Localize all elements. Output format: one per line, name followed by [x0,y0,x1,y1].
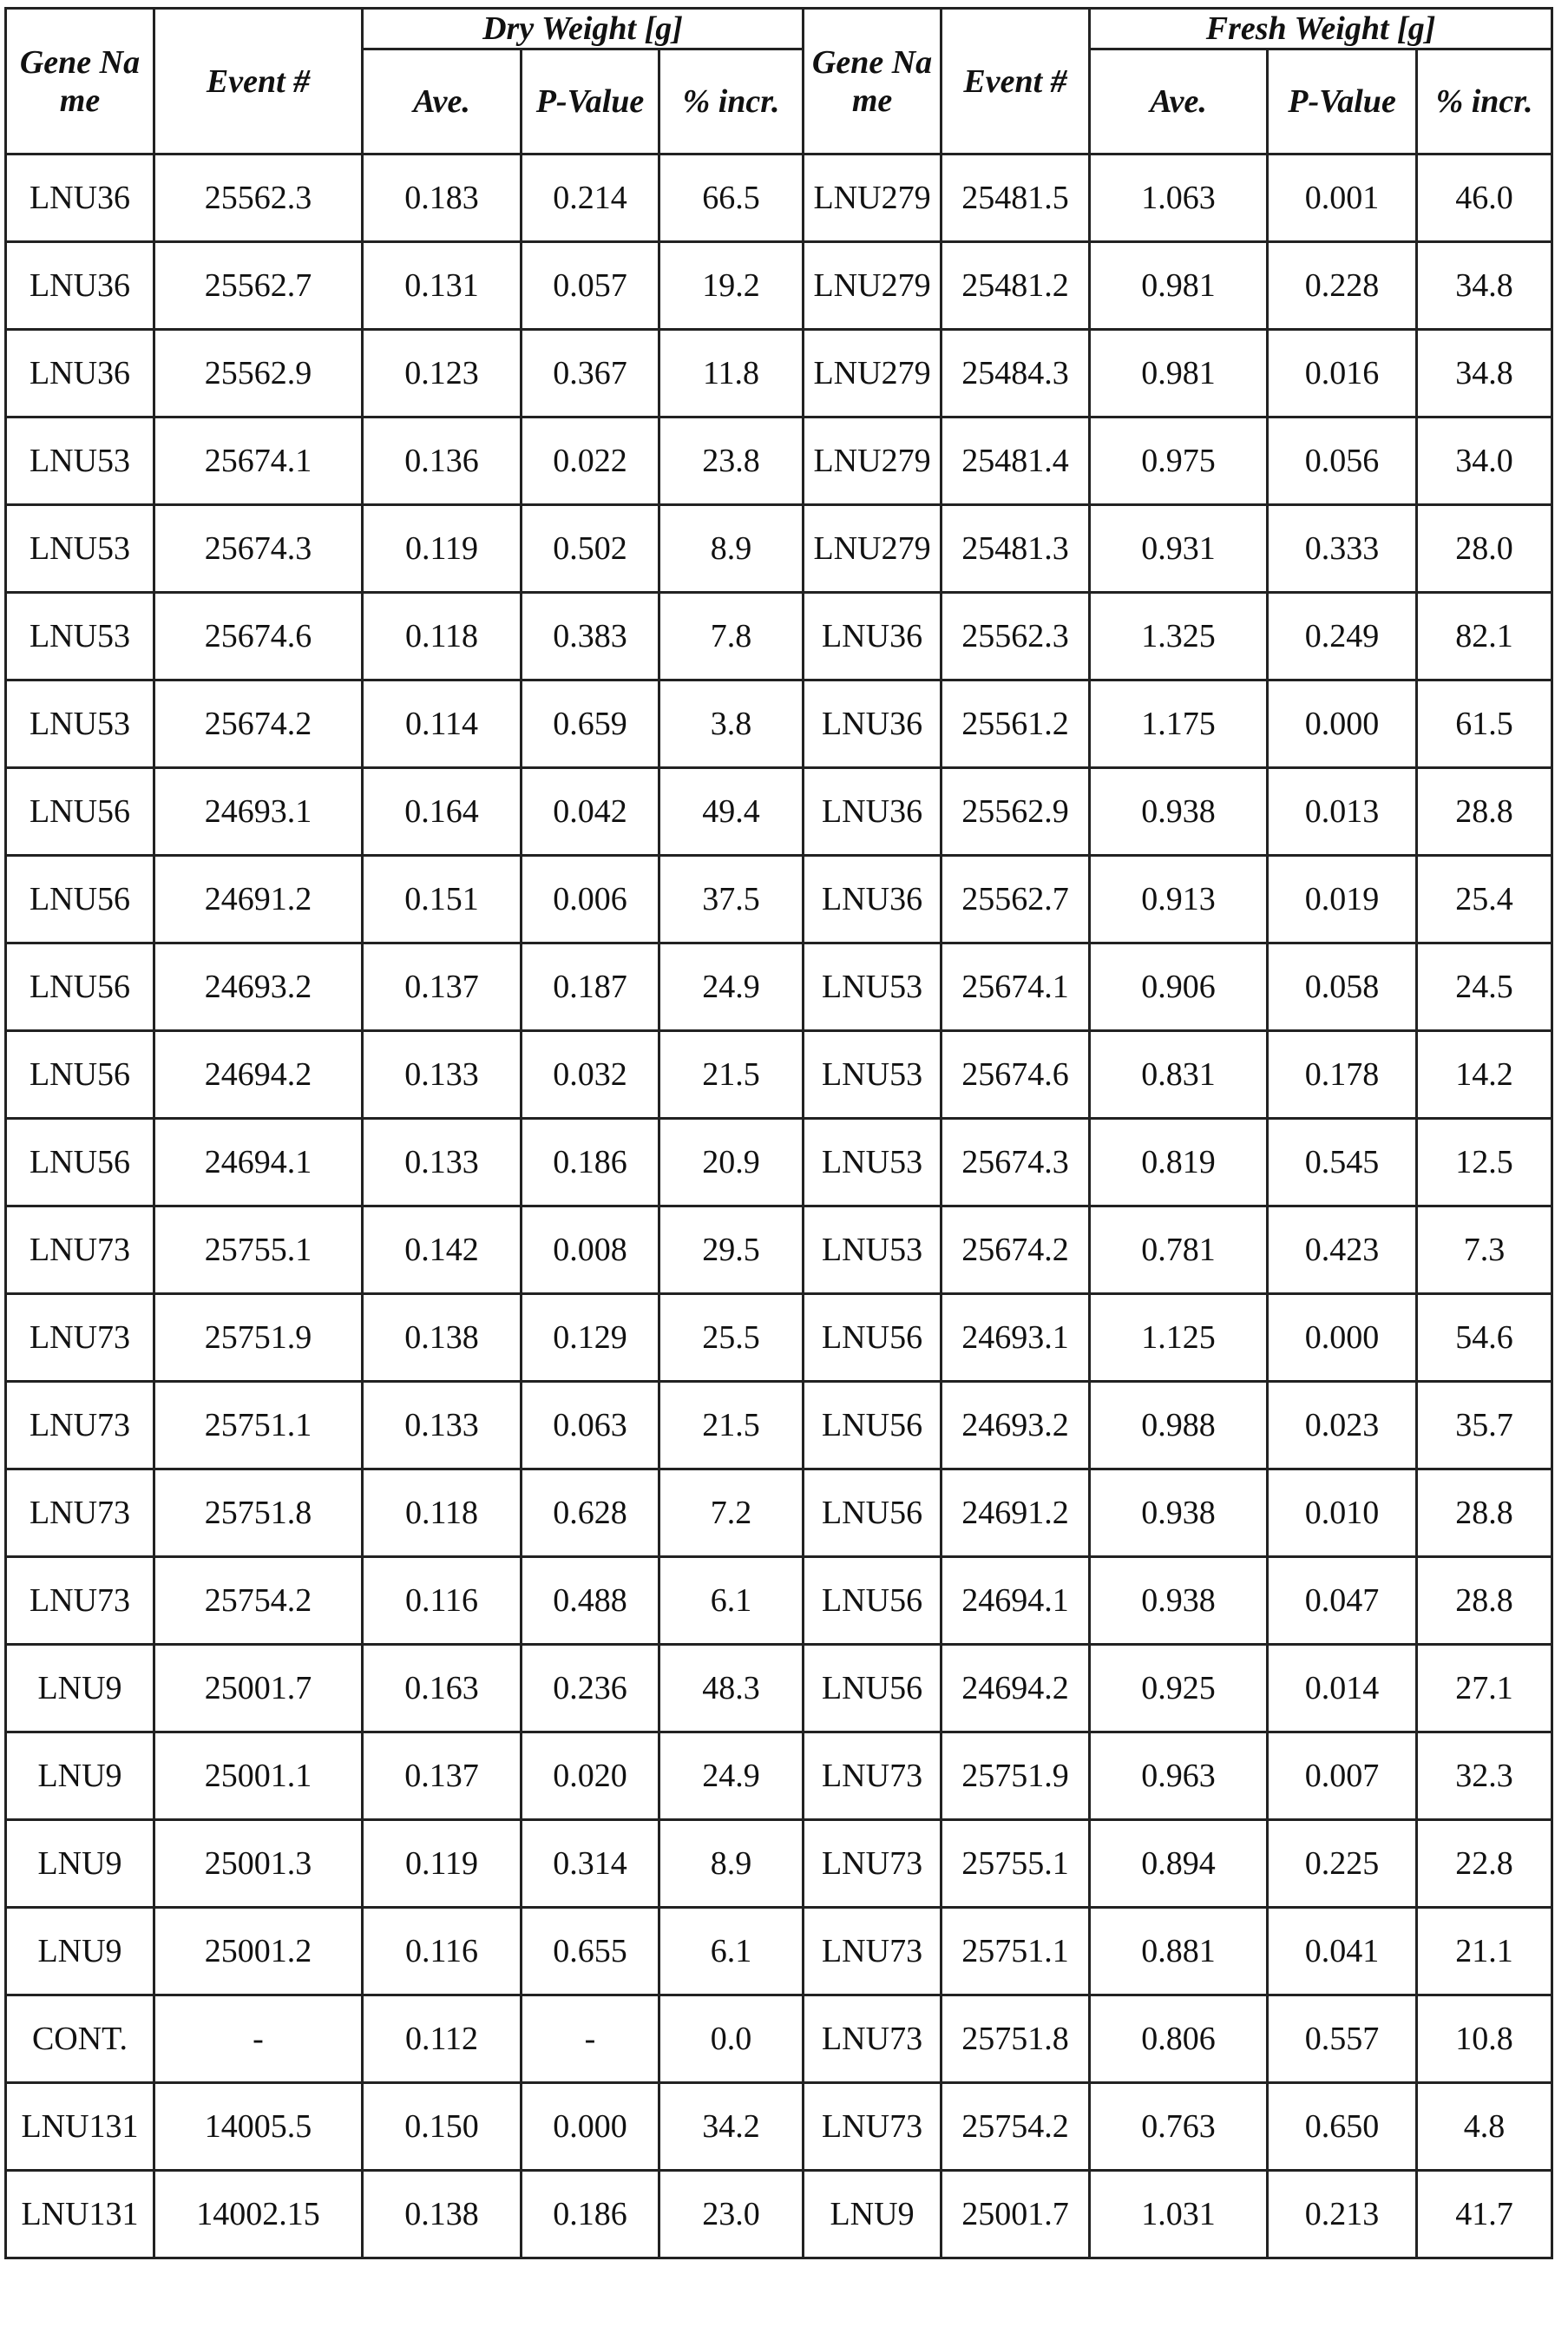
cell-fresh-ave: 0.988 [1090,1382,1268,1469]
table-row [6,2171,1552,2258]
cell-fresh-ave: 0.925 [1090,1645,1268,1732]
cell-dry-pct-incr: 11.8 [659,330,804,417]
cell-dry-p-value: 0.042 [522,768,659,856]
cell-gene-name-2: LNU279 [804,154,941,242]
cell-gene-name-2: LNU73 [804,1820,941,1908]
cell-gene-name-2: LNU36 [804,593,941,680]
cell-gene-name: LNU53 [6,505,154,593]
cell-fresh-ave: 0.906 [1090,943,1268,1031]
cell-event: 14005.5 [154,2083,363,2171]
cell-gene-name: LNU9 [6,1645,154,1732]
cell-fresh-p-value: 0.010 [1268,1469,1417,1557]
cell-gene-name-2: LNU53 [804,1206,941,1294]
cell-fresh-pct-incr: 34.0 [1417,417,1552,505]
cell-dry-ave: 0.151 [363,856,522,943]
cell-fresh-pct-incr: 46.0 [1417,154,1552,242]
cell-dry-pct-incr: 24.9 [659,943,804,1031]
cell-dry-ave: 0.123 [363,330,522,417]
cell-event: 25674.3 [154,505,363,593]
table-row [6,417,1552,505]
cell-fresh-ave: 1.063 [1090,154,1268,242]
cell-dry-ave: 0.133 [363,1119,522,1206]
table-row [6,768,1552,856]
cell-dry-pct-incr: 20.9 [659,1119,804,1206]
cell-fresh-ave: 0.831 [1090,1031,1268,1119]
cell-dry-pct-incr: 8.9 [659,1820,804,1908]
cell-event-2: 25561.2 [941,680,1090,768]
cell-fresh-pct-incr: 10.8 [1417,1995,1552,2083]
cell-dry-pct-incr: 37.5 [659,856,804,943]
table-row [6,593,1552,680]
cell-fresh-p-value: 0.016 [1268,330,1417,417]
cell-dry-ave: 0.119 [363,505,522,593]
cell-dry-ave: 0.136 [363,417,522,505]
cell-gene-name: LNU53 [6,680,154,768]
cell-fresh-p-value: 0.000 [1268,680,1417,768]
cell-event-2: 25751.1 [941,1908,1090,1995]
cell-gene-name: LNU9 [6,1908,154,1995]
cell-gene-name-2: LNU279 [804,330,941,417]
header-fresh-ave: Ave. [1090,49,1268,154]
header-fresh-weight: Fresh Weight [g] [1090,9,1552,49]
cell-event: 25001.2 [154,1908,363,1995]
cell-event: 24694.2 [154,1031,363,1119]
cell-dry-ave: 0.137 [363,943,522,1031]
table-row [6,856,1552,943]
cell-dry-p-value: - [522,1995,659,2083]
cell-fresh-p-value: 0.056 [1268,417,1417,505]
cell-dry-ave: 0.183 [363,154,522,242]
cell-fresh-p-value: 0.650 [1268,2083,1417,2171]
cell-fresh-pct-incr: 24.5 [1417,943,1552,1031]
cell-dry-pct-incr: 23.8 [659,417,804,505]
cell-dry-ave: 0.119 [363,1820,522,1908]
cell-event: 25562.3 [154,154,363,242]
cell-event-2: 25674.6 [941,1031,1090,1119]
cell-fresh-ave: 1.125 [1090,1294,1268,1382]
cell-gene-name: LNU56 [6,1031,154,1119]
cell-fresh-pct-incr: 28.8 [1417,1469,1552,1557]
cell-dry-p-value: 0.008 [522,1206,659,1294]
cell-event-2: 25481.2 [941,242,1090,330]
cell-dry-pct-incr: 21.5 [659,1382,804,1469]
header-dry-p-value: P-Value [522,49,659,154]
cell-gene-name: LNU53 [6,417,154,505]
cell-dry-ave: 0.131 [363,242,522,330]
cell-dry-p-value: 0.186 [522,1119,659,1206]
cell-fresh-pct-incr: 28.8 [1417,768,1552,856]
cell-fresh-ave: 0.819 [1090,1119,1268,1206]
cell-gene-name: LNU73 [6,1206,154,1294]
cell-gene-name: LNU36 [6,154,154,242]
cell-event: 25754.2 [154,1557,363,1645]
cell-dry-ave: 0.116 [363,1908,522,1995]
cell-gene-name: LNU56 [6,768,154,856]
cell-event-2: 25562.7 [941,856,1090,943]
cell-gene-name: LNU73 [6,1294,154,1382]
cell-dry-pct-incr: 25.5 [659,1294,804,1382]
cell-fresh-ave: 0.894 [1090,1820,1268,1908]
cell-fresh-pct-incr: 12.5 [1417,1119,1552,1206]
cell-dry-ave: 0.112 [363,1995,522,2083]
cell-dry-p-value: 0.022 [522,417,659,505]
cell-fresh-ave: 1.325 [1090,593,1268,680]
cell-gene-name: LNU36 [6,330,154,417]
cell-fresh-pct-incr: 34.8 [1417,242,1552,330]
cell-gene-name: LNU56 [6,1119,154,1206]
cell-dry-p-value: 0.655 [522,1908,659,1995]
cell-gene-name-2: LNU53 [804,943,941,1031]
cell-dry-ave: 0.116 [363,1557,522,1645]
cell-fresh-ave: 0.938 [1090,768,1268,856]
cell-dry-p-value: 0.032 [522,1031,659,1119]
header-fresh-p-value: P-Value [1268,49,1417,154]
cell-event-2: 25674.1 [941,943,1090,1031]
cell-dry-ave: 0.138 [363,1294,522,1382]
cell-dry-p-value: 0.020 [522,1732,659,1820]
cell-fresh-p-value: 0.001 [1268,154,1417,242]
cell-fresh-p-value: 0.014 [1268,1645,1417,1732]
cell-fresh-ave: 0.763 [1090,2083,1268,2171]
cell-dry-p-value: 0.187 [522,943,659,1031]
cell-gene-name: LNU56 [6,856,154,943]
cell-gene-name-2: LNU36 [804,856,941,943]
cell-gene-name: CONT. [6,1995,154,2083]
cell-fresh-p-value: 0.041 [1268,1908,1417,1995]
cell-fresh-p-value: 0.333 [1268,505,1417,593]
cell-event: 25674.6 [154,593,363,680]
cell-event-2: 25562.3 [941,593,1090,680]
table-row [6,1995,1552,2083]
cell-dry-p-value: 0.129 [522,1294,659,1382]
cell-fresh-ave: 0.931 [1090,505,1268,593]
cell-gene-name-2: LNU56 [804,1382,941,1469]
cell-fresh-ave: 0.913 [1090,856,1268,943]
cell-gene-name-2: LNU73 [804,1995,941,2083]
cell-event-2: 25481.3 [941,505,1090,593]
cell-dry-p-value: 0.186 [522,2171,659,2258]
cell-gene-name-2: LNU9 [804,2171,941,2258]
header-event: Event # [154,9,363,154]
header-fresh-pct-incr: % incr. [1417,49,1552,154]
cell-dry-ave: 0.133 [363,1031,522,1119]
weights-table [4,7,1553,2259]
header-gene-name: Gene Name [6,9,154,154]
cell-dry-pct-incr: 29.5 [659,1206,804,1294]
cell-gene-name-2: LNU73 [804,1732,941,1820]
cell-event: 25001.7 [154,1645,363,1732]
cell-event-2: 25755.1 [941,1820,1090,1908]
table-row [6,1382,1552,1469]
cell-dry-p-value: 0.063 [522,1382,659,1469]
cell-gene-name: LNU73 [6,1557,154,1645]
cell-dry-ave: 0.114 [363,680,522,768]
cell-gene-name: LNU73 [6,1382,154,1469]
cell-dry-p-value: 0.628 [522,1469,659,1557]
cell-fresh-pct-incr: 27.1 [1417,1645,1552,1732]
header-dry-ave: Ave. [363,49,522,154]
cell-dry-ave: 0.142 [363,1206,522,1294]
cell-event: - [154,1995,363,2083]
cell-event-2: 25481.4 [941,417,1090,505]
cell-gene-name: LNU9 [6,1820,154,1908]
cell-event-2: 25754.2 [941,2083,1090,2171]
cell-dry-p-value: 0.214 [522,154,659,242]
cell-dry-p-value: 0.383 [522,593,659,680]
table-row [6,1031,1552,1119]
header-gene-name-2: Gene Name [804,9,941,154]
cell-fresh-ave: 1.031 [1090,2171,1268,2258]
cell-dry-pct-incr: 49.4 [659,768,804,856]
cell-gene-name: LNU131 [6,2083,154,2171]
cell-fresh-ave: 0.981 [1090,242,1268,330]
cell-gene-name-2: LNU279 [804,242,941,330]
cell-dry-p-value: 0.659 [522,680,659,768]
cell-event-2: 25751.9 [941,1732,1090,1820]
cell-fresh-pct-incr: 4.8 [1417,2083,1552,2171]
cell-dry-pct-incr: 8.9 [659,505,804,593]
cell-fresh-ave: 0.938 [1090,1469,1268,1557]
cell-event-2: 25484.3 [941,330,1090,417]
cell-dry-ave: 0.133 [363,1382,522,1469]
cell-dry-ave: 0.137 [363,1732,522,1820]
cell-event: 25562.9 [154,330,363,417]
cell-gene-name: LNU131 [6,2171,154,2258]
cell-dry-ave: 0.138 [363,2171,522,2258]
cell-dry-pct-incr: 24.9 [659,1732,804,1820]
table-row [6,1732,1552,1820]
cell-fresh-pct-incr: 14.2 [1417,1031,1552,1119]
cell-fresh-p-value: 0.023 [1268,1382,1417,1469]
cell-fresh-ave: 1.175 [1090,680,1268,768]
cell-event-2: 25751.8 [941,1995,1090,2083]
cell-dry-ave: 0.118 [363,1469,522,1557]
cell-fresh-pct-incr: 32.3 [1417,1732,1552,1820]
cell-fresh-ave: 0.881 [1090,1908,1268,1995]
cell-fresh-pct-incr: 35.7 [1417,1382,1552,1469]
table-row [6,1469,1552,1557]
cell-fresh-pct-incr: 82.1 [1417,593,1552,680]
cell-event-2: 25674.2 [941,1206,1090,1294]
cell-event: 24694.1 [154,1119,363,1206]
cell-fresh-ave: 0.781 [1090,1206,1268,1294]
cell-dry-p-value: 0.236 [522,1645,659,1732]
cell-fresh-p-value: 0.225 [1268,1820,1417,1908]
cell-gene-name-2: LNU73 [804,2083,941,2171]
cell-dry-pct-incr: 19.2 [659,242,804,330]
table-row [6,1908,1552,1995]
cell-dry-ave: 0.150 [363,2083,522,2171]
table-row [6,1820,1552,1908]
cell-dry-pct-incr: 21.5 [659,1031,804,1119]
cell-gene-name-2: LNU53 [804,1031,941,1119]
table-row [6,1645,1552,1732]
cell-event-2: 24693.2 [941,1382,1090,1469]
cell-fresh-pct-incr: 34.8 [1417,330,1552,417]
cell-fresh-p-value: 0.047 [1268,1557,1417,1645]
cell-gene-name-2: LNU279 [804,505,941,593]
cell-fresh-p-value: 0.013 [1268,768,1417,856]
cell-event: 25674.2 [154,680,363,768]
cell-dry-pct-incr: 6.1 [659,1557,804,1645]
cell-fresh-pct-incr: 41.7 [1417,2171,1552,2258]
cell-dry-pct-incr: 0.0 [659,1995,804,2083]
cell-dry-p-value: 0.057 [522,242,659,330]
cell-fresh-p-value: 0.545 [1268,1119,1417,1206]
cell-event-2: 25562.9 [941,768,1090,856]
cell-fresh-ave: 0.938 [1090,1557,1268,1645]
cell-gene-name-2: LNU36 [804,680,941,768]
cell-gene-name: LNU56 [6,943,154,1031]
cell-fresh-p-value: 0.228 [1268,242,1417,330]
cell-fresh-p-value: 0.557 [1268,1995,1417,2083]
table-row [6,154,1552,242]
cell-fresh-ave: 0.975 [1090,417,1268,505]
cell-fresh-p-value: 0.178 [1268,1031,1417,1119]
cell-event: 24693.1 [154,768,363,856]
table-row [6,680,1552,768]
cell-event: 25755.1 [154,1206,363,1294]
cell-event-2: 25481.5 [941,154,1090,242]
cell-dry-pct-incr: 34.2 [659,2083,804,2171]
cell-dry-p-value: 0.367 [522,330,659,417]
table-row [6,943,1552,1031]
cell-dry-pct-incr: 23.0 [659,2171,804,2258]
cell-gene-name-2: LNU279 [804,417,941,505]
table-row [6,1119,1552,1206]
cell-dry-p-value: 0.502 [522,505,659,593]
cell-gene-name-2: LNU56 [804,1557,941,1645]
cell-gene-name: LNU9 [6,1732,154,1820]
cell-gene-name-2: LNU56 [804,1645,941,1732]
cell-event: 25751.9 [154,1294,363,1382]
cell-event: 25001.3 [154,1820,363,1908]
cell-dry-ave: 0.118 [363,593,522,680]
cell-event: 25001.1 [154,1732,363,1820]
table-row [6,1557,1552,1645]
cell-fresh-p-value: 0.000 [1268,1294,1417,1382]
cell-event-2: 24694.1 [941,1557,1090,1645]
cell-fresh-pct-incr: 61.5 [1417,680,1552,768]
cell-fresh-ave: 0.963 [1090,1732,1268,1820]
cell-gene-name: LNU73 [6,1469,154,1557]
cell-event: 25751.1 [154,1382,363,1469]
cell-event-2: 24693.1 [941,1294,1090,1382]
cell-fresh-p-value: 0.213 [1268,2171,1417,2258]
table-row [6,505,1552,593]
cell-fresh-ave: 0.806 [1090,1995,1268,2083]
cell-event: 14002.15 [154,2171,363,2258]
cell-fresh-pct-incr: 7.3 [1417,1206,1552,1294]
cell-event-2: 25001.7 [941,2171,1090,2258]
cell-dry-p-value: 0.006 [522,856,659,943]
cell-event: 25751.8 [154,1469,363,1557]
cell-dry-pct-incr: 48.3 [659,1645,804,1732]
header-event-2: Event # [941,9,1090,154]
cell-gene-name-2: LNU73 [804,1908,941,1995]
cell-event-2: 25674.3 [941,1119,1090,1206]
table-row [6,330,1552,417]
cell-gene-name-2: LNU53 [804,1119,941,1206]
cell-gene-name-2: LNU56 [804,1294,941,1382]
cell-fresh-pct-incr: 28.0 [1417,505,1552,593]
cell-event: 24691.2 [154,856,363,943]
cell-dry-ave: 0.164 [363,768,522,856]
cell-dry-ave: 0.163 [363,1645,522,1732]
cell-fresh-ave: 0.981 [1090,330,1268,417]
table-row [6,1294,1552,1382]
table-body [6,154,1552,2258]
cell-fresh-p-value: 0.007 [1268,1732,1417,1820]
cell-dry-pct-incr: 7.2 [659,1469,804,1557]
cell-event: 24693.2 [154,943,363,1031]
cell-fresh-pct-incr: 22.8 [1417,1820,1552,1908]
cell-event: 25562.7 [154,242,363,330]
cell-fresh-pct-incr: 54.6 [1417,1294,1552,1382]
cell-event: 25674.1 [154,417,363,505]
cell-dry-pct-incr: 7.8 [659,593,804,680]
cell-event-2: 24694.2 [941,1645,1090,1732]
cell-fresh-p-value: 0.249 [1268,593,1417,680]
cell-dry-pct-incr: 66.5 [659,154,804,242]
cell-dry-p-value: 0.488 [522,1557,659,1645]
cell-event-2: 24691.2 [941,1469,1090,1557]
cell-fresh-pct-incr: 28.8 [1417,1557,1552,1645]
table-row [6,242,1552,330]
cell-gene-name-2: LNU56 [804,1469,941,1557]
cell-fresh-p-value: 0.019 [1268,856,1417,943]
cell-dry-p-value: 0.000 [522,2083,659,2171]
cell-fresh-pct-incr: 21.1 [1417,1908,1552,1995]
cell-gene-name: LNU53 [6,593,154,680]
cell-dry-pct-incr: 3.8 [659,680,804,768]
table-row [6,1206,1552,1294]
cell-fresh-pct-incr: 25.4 [1417,856,1552,943]
cell-dry-p-value: 0.314 [522,1820,659,1908]
cell-fresh-p-value: 0.423 [1268,1206,1417,1294]
cell-fresh-p-value: 0.058 [1268,943,1417,1031]
cell-dry-pct-incr: 6.1 [659,1908,804,1995]
header-dry-pct-incr: % incr. [659,49,804,154]
cell-gene-name-2: LNU36 [804,768,941,856]
cell-gene-name: LNU36 [6,242,154,330]
header-dry-weight: Dry Weight [g] [363,9,804,49]
table-row [6,2083,1552,2171]
